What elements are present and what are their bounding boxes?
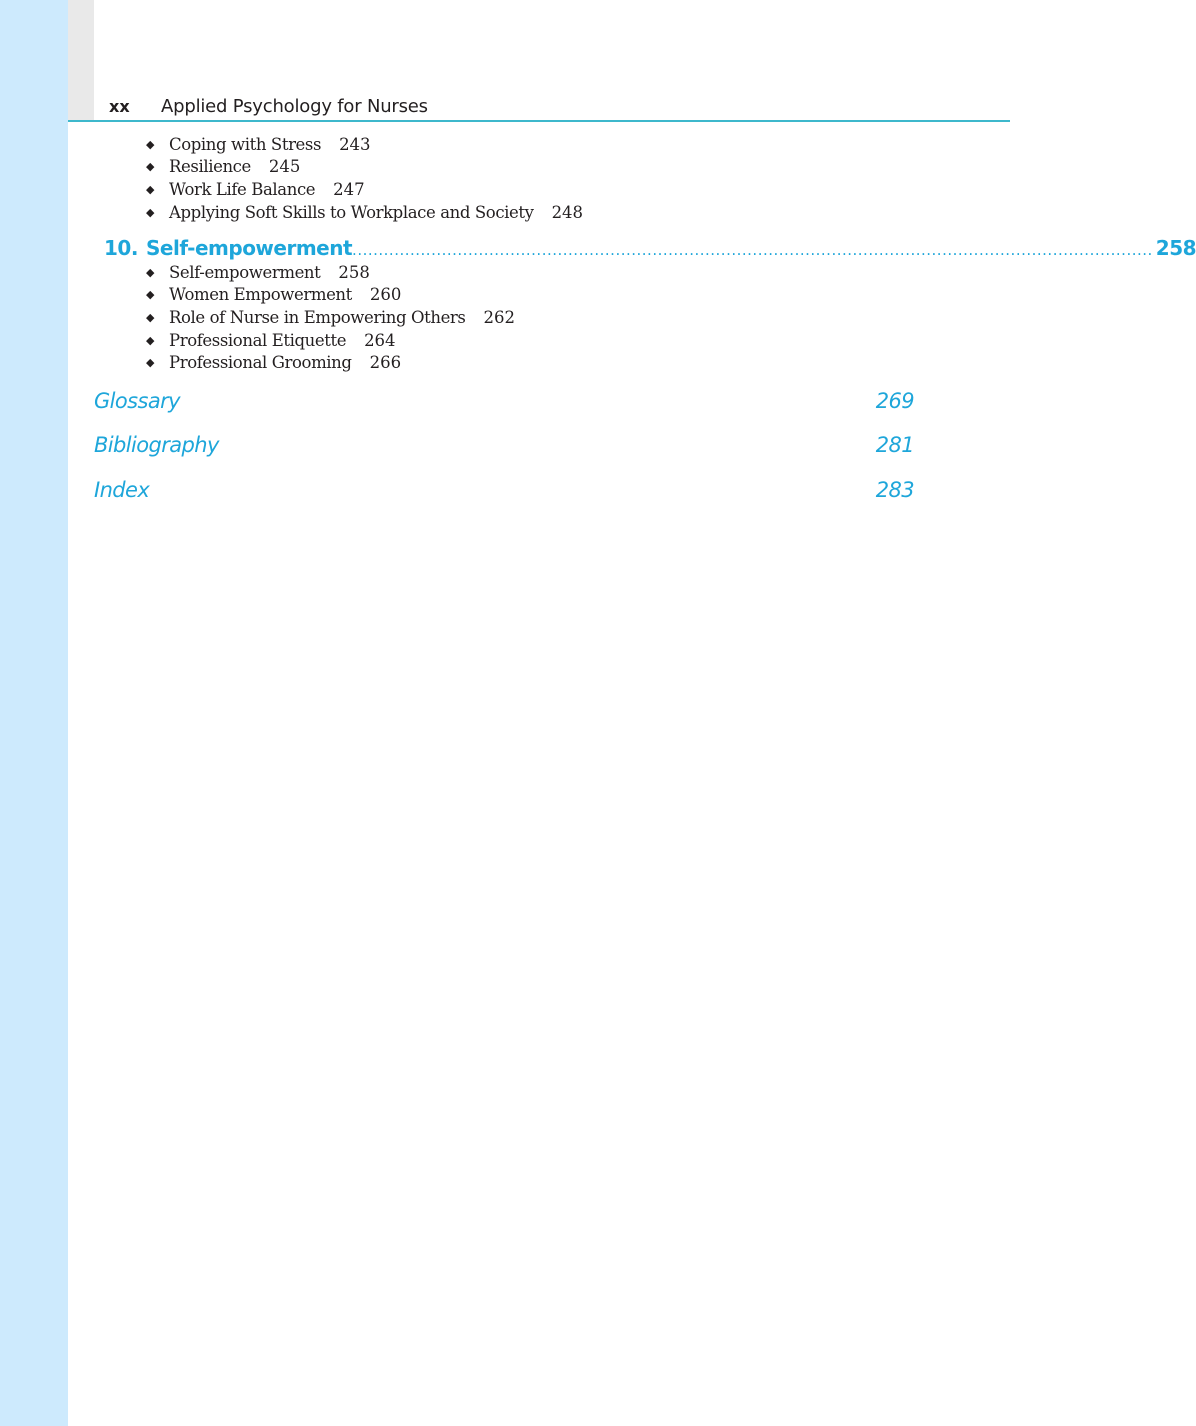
backmatter-page: 281 <box>875 433 914 457</box>
topic-title: Resilience <box>169 157 251 177</box>
diamond-bullet-icon: ◆ <box>146 160 155 174</box>
backmatter-title: Index <box>94 478 150 502</box>
diamond-bullet-icon: ◆ <box>146 310 155 324</box>
backmatter-entry-bibliography[interactable] <box>94 429 914 461</box>
previous-chapter-topic-list <box>146 133 583 223</box>
toc-topic-entry[interactable] <box>146 156 583 179</box>
running-head <box>109 92 428 120</box>
toc-topic-entry[interactable] <box>146 133 583 156</box>
chapter-topic-list <box>146 261 515 374</box>
topic-page: 258 <box>338 262 370 282</box>
toc-topic-entry[interactable] <box>146 201 583 224</box>
diamond-bullet-icon: ◆ <box>146 265 155 279</box>
topic-title: Women Empowerment <box>169 285 352 305</box>
topic-title: Work Life Balance <box>169 179 316 199</box>
book-title: Applied Psychology for Nurses <box>161 95 428 117</box>
diamond-bullet-icon: ◆ <box>146 356 155 370</box>
chapter-entry[interactable] <box>104 236 1196 263</box>
backmatter-title: Bibliography <box>94 433 219 457</box>
toc-topic-entry[interactable] <box>146 329 515 352</box>
toc-topic-entry[interactable] <box>146 261 515 284</box>
side-color-band <box>0 0 68 1426</box>
toc-topic-entry[interactable] <box>146 284 515 307</box>
toc-topic-entry[interactable] <box>146 178 583 201</box>
topic-title: Applying Soft Skills to Workplace and Society <box>169 202 534 222</box>
chapter-title: Self-empowerment <box>146 236 353 260</box>
topic-page: 266 <box>369 353 402 373</box>
diamond-bullet-icon: ◆ <box>146 288 155 302</box>
topic-page: 264 <box>364 330 396 350</box>
backmatter-page: 283 <box>875 478 914 502</box>
topic-page: 262 <box>483 307 515 327</box>
backmatter-entry-glossary[interactable] <box>94 385 914 417</box>
dot-leader: ........................................................................................................................................................ <box>352 241 1153 259</box>
folio: xx <box>109 96 130 116</box>
backmatter-title: Glossary <box>94 389 180 413</box>
diamond-bullet-icon: ◆ <box>146 182 155 196</box>
topic-title: Coping with Stress <box>169 134 322 154</box>
backmatter-page: 269 <box>875 389 914 413</box>
topic-page: 243 <box>339 134 371 154</box>
toc-topic-entry[interactable] <box>146 351 515 374</box>
chapter-page: 258 <box>1155 236 1196 260</box>
backmatter-entry-index[interactable] <box>94 474 914 506</box>
header-rule <box>68 120 1010 122</box>
topic-page: 248 <box>551 202 584 222</box>
topic-page: 247 <box>333 179 365 199</box>
topic-title: Professional Etiquette <box>169 330 347 350</box>
chapter-number: 10. <box>104 236 138 260</box>
diamond-bullet-icon: ◆ <box>146 137 155 151</box>
diamond-bullet-icon: ◆ <box>146 205 155 219</box>
toc-topic-entry[interactable] <box>146 306 515 329</box>
topic-title: Self-empowerment <box>169 262 321 282</box>
topic-title: Role of Nurse in Empowering Others <box>169 307 466 327</box>
topic-page: 260 <box>369 285 402 305</box>
header-tab <box>68 0 94 120</box>
topic-title: Professional Grooming <box>169 353 352 373</box>
diamond-bullet-icon: ◆ <box>146 333 155 347</box>
topic-page: 245 <box>268 157 301 177</box>
